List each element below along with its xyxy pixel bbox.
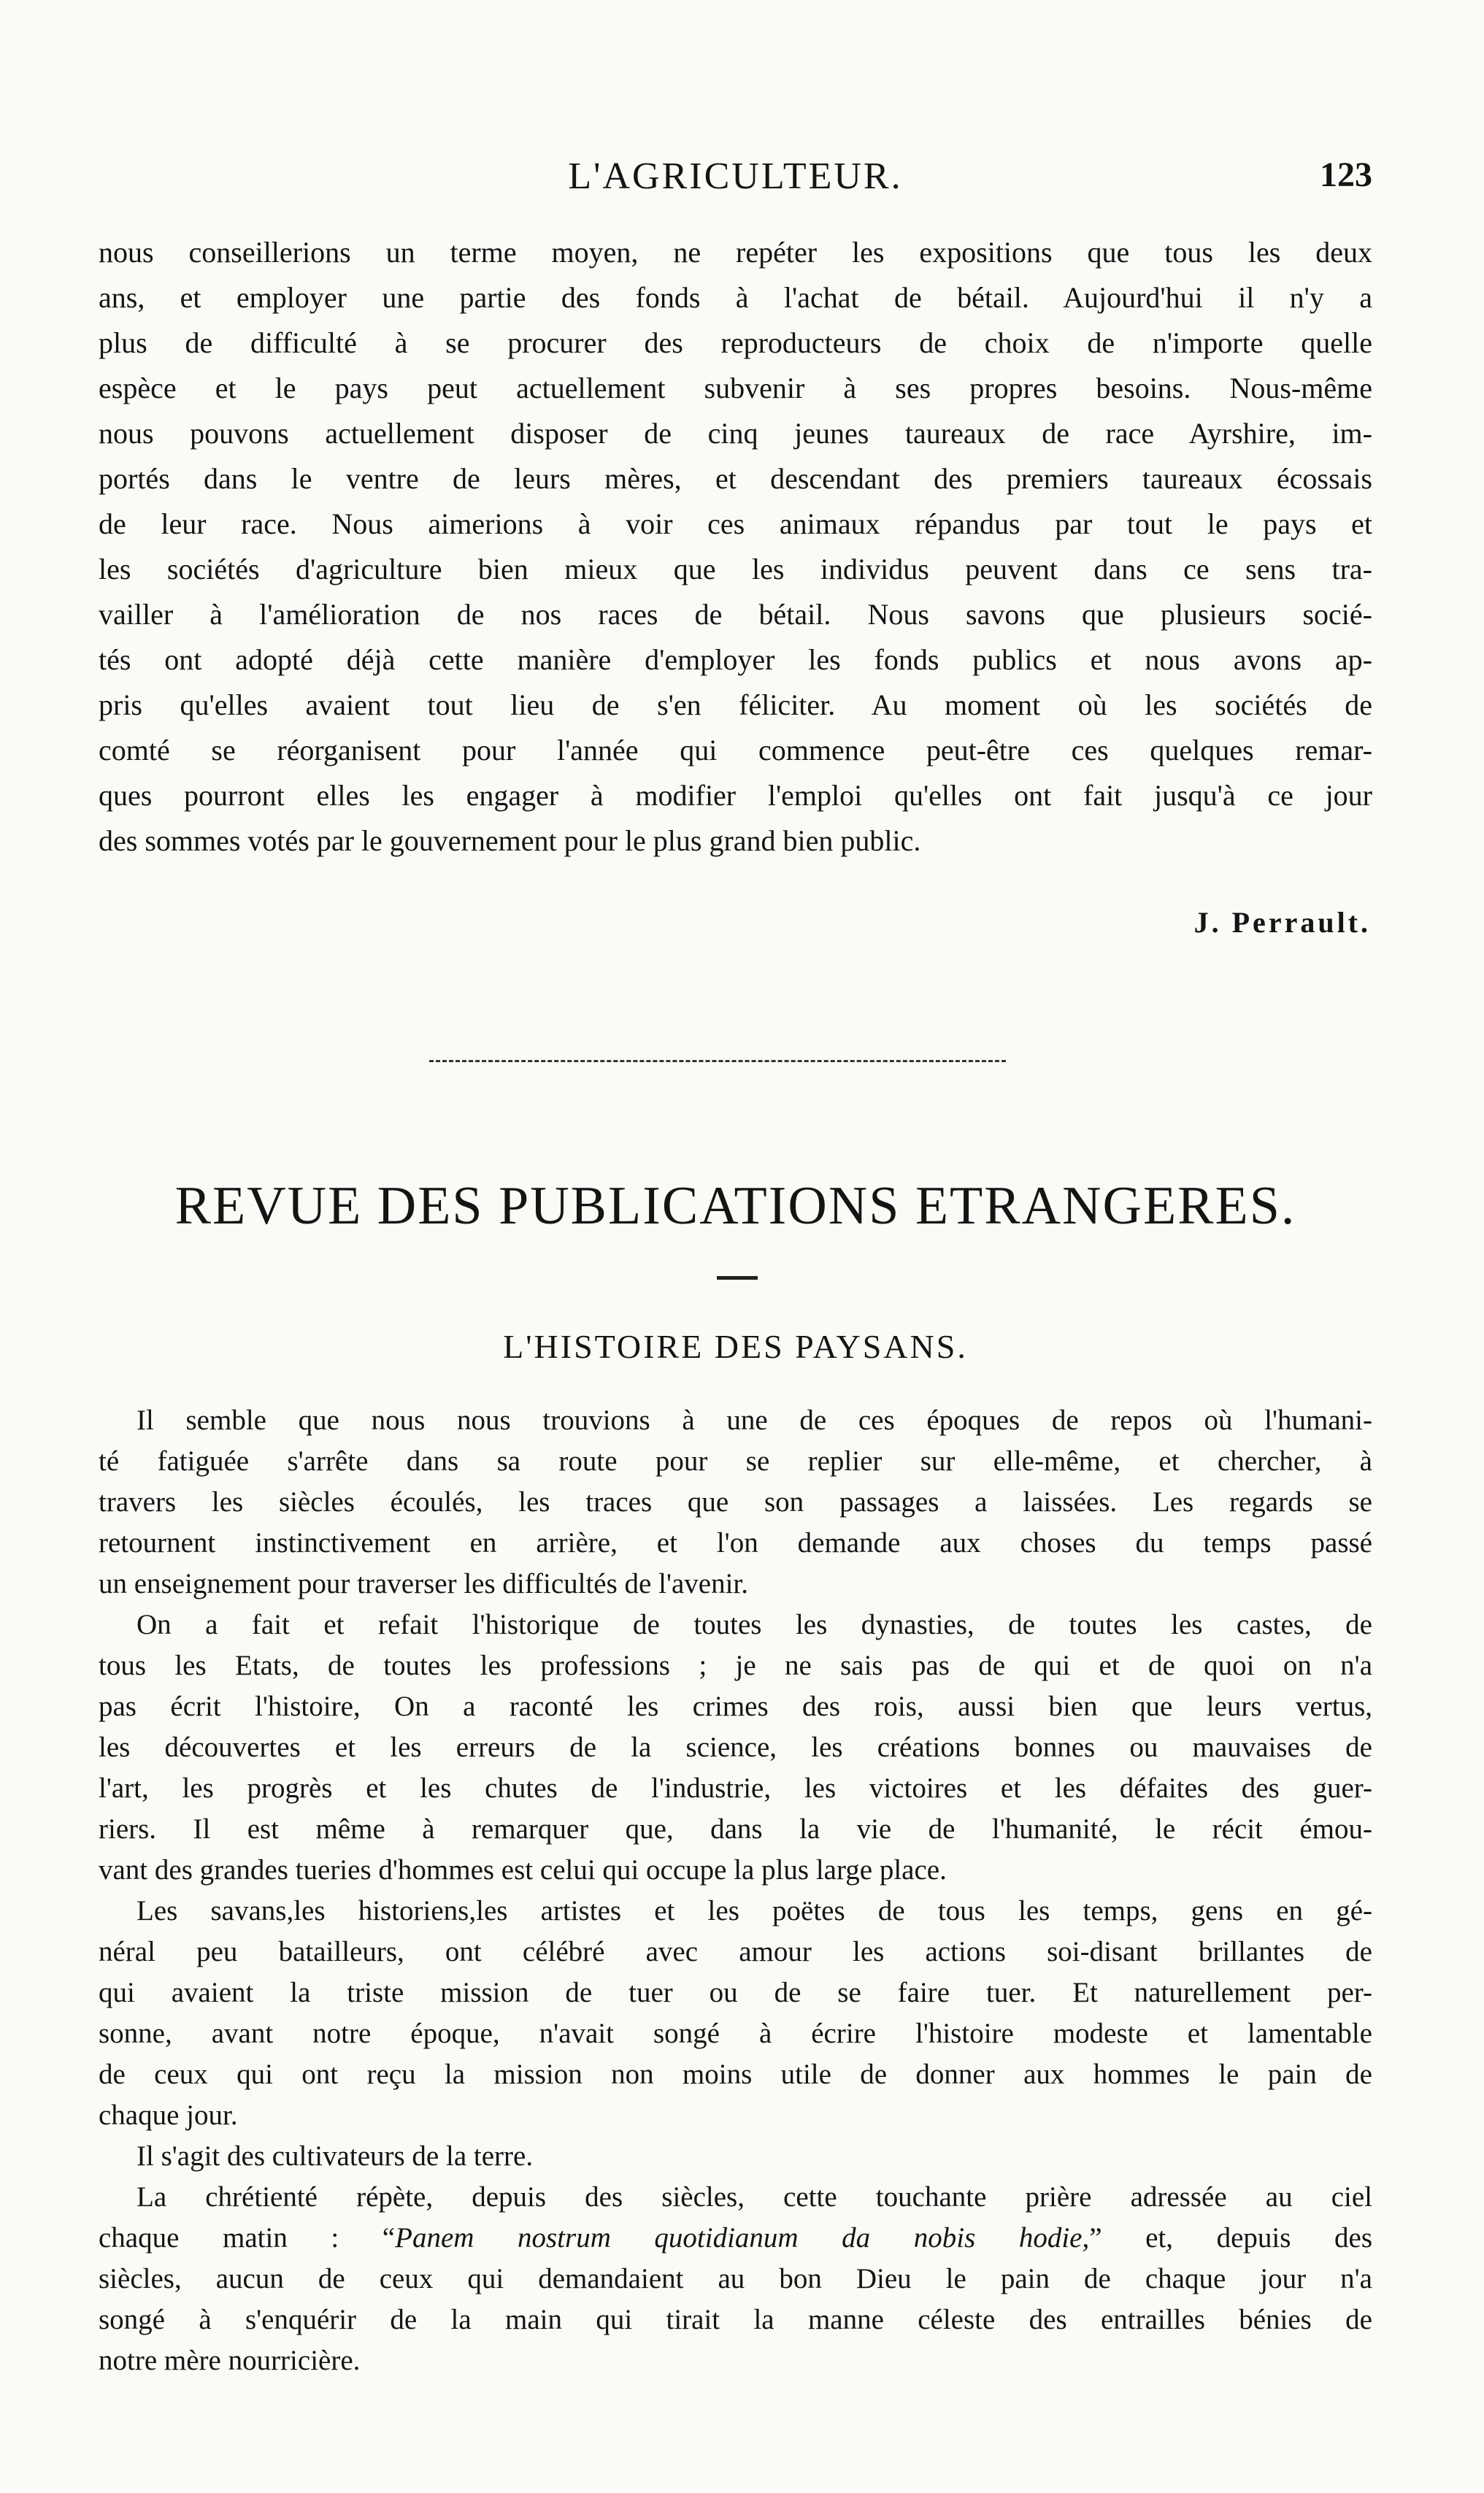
running-head [99, 155, 1372, 206]
text-line: vant des grandes tueries d'hommes est celui qui occupe la plus large place. [99, 1854, 947, 1886]
text-line: Il s'agit des cultivateurs de la terre. [137, 2140, 534, 2172]
latin-quote: Panem nostrum quotidianum da nobis hodie, [395, 2222, 1090, 2254]
article-subtitle: L'HISTOIRE DES PAYSANS. [503, 1328, 968, 1365]
article-body [99, 1400, 1372, 2381]
text-line: l'art, les progrès et les chutes de l'industrie, les victoires et les défaites des guer- [99, 1772, 1372, 1804]
text-line: pas écrit l'histoire, On a raconté les crimes des rois, aussi bien que leurs vertus, [99, 1691, 1372, 1722]
text-line: songé à s'enquérir de la main qui tirait la manne céleste des entrailles bénies de [99, 2304, 1372, 2335]
text-line: nous pouvons actuellement disposer de cinq jeunes taureaux de race Ayrshire, im- [99, 417, 1372, 450]
title-rule [717, 1276, 758, 1280]
page-number: 123 [1320, 155, 1372, 194]
text-line: nous conseillerions un terme moyen, ne repéter les expositions que tous les deux [99, 236, 1372, 269]
text-line: Les savans,les historiens,les artistes et les poëtes de tous les temps, gens en gé- [137, 1895, 1372, 1927]
text-line: plus de difficulté à se procurer des reproducteurs de choix de n'importe quelle [99, 326, 1372, 359]
text-line: portés dans le ventre de leurs mères, et descendant des premiers taureaux écossais [99, 462, 1372, 495]
quote-tail: ” et, depuis des [1089, 2222, 1372, 2254]
text-line: tous les Etats, de toutes les professions ; je ne sais pas de qui et de quoi on n'a [99, 1650, 1372, 1681]
author-signature: J. Perrault. [1193, 906, 1371, 939]
text-line: tés ont adopté déjà cette manière d'employer les fonds publics et nous avons ap- [99, 643, 1372, 676]
text-line: travers les siècles écoulés, les traces que son passages a laissées. Les regards se [99, 1486, 1372, 1518]
text-line: retournent instinctivement en arrière, et l'on demande aux choses du temps passé [99, 1527, 1372, 1559]
section-title: REVUE DES PUBLICATIONS ETRANGERES. [174, 1176, 1296, 1236]
text-line: Il semble que nous nous trouvions à une de ces époques de repos où l'humani- [137, 1405, 1372, 1436]
text-line: de ceux qui ont reçu la mission non moins utile de donner aux hommes le pain de [99, 2059, 1372, 2090]
text-line: vailler à l'amélioration de nos races de bétail. Nous savons que plusieurs socié- [99, 598, 1372, 631]
quote-lead: chaque matin : “ [99, 2222, 396, 2254]
section-divider [429, 1060, 1006, 1062]
text-line: On a fait et refait l'historique de toutes les dynasties, de toutes les castes, de [137, 1609, 1372, 1640]
text-line: néral peu batailleurs, ont célébré avec amour les actions soi-disant brillantes de [99, 1936, 1372, 1967]
text-line: ques pourront elles les engager à modifier l'emploi qu'elles ont fait jusqu'à ce jour [99, 779, 1372, 812]
running-title: L'AGRICULTEUR. [568, 155, 903, 197]
text-line: notre mère nourricière. [99, 2345, 361, 2376]
article-continuation [99, 230, 1372, 864]
text-line: des sommes votés par le gouvernement pour le plus grand bien public. [99, 824, 921, 857]
text-line: pris qu'elles avaient tout lieu de s'en féliciter. Au moment où les sociétés de [99, 688, 1372, 721]
text-line: un enseignement pour traverser les difficultés de l'avenir. [99, 1568, 749, 1599]
text-line-with-quote [99, 2218, 1372, 2259]
text-line: les découvertes et les erreurs de la science, les créations bonnes ou mauvaises de [99, 1732, 1372, 1763]
text-line: chaque jour. [99, 2100, 238, 2131]
text-line: La chrétienté répète, depuis des siècles, cette touchante prière adressée au ciel [137, 2181, 1372, 2213]
text-line: les sociétés d'agriculture bien mieux que les individus peuvent dans ce sens tra- [99, 553, 1372, 585]
text-line: ans, et employer une partie des fonds à l'achat de bétail. Aujourd'hui il n'y a [99, 281, 1372, 314]
text-line: riers. Il est même à remarquer que, dans la vie de l'humanité, le récit émou- [99, 1813, 1372, 1845]
text-line: siècles, aucun de ceux qui demandaient au bon Dieu le pain de chaque jour n'a [99, 2263, 1372, 2294]
text-line: qui avaient la triste mission de tuer ou de se faire tuer. Et naturellement per- [99, 1977, 1372, 2008]
text-line: sonne, avant notre époque, n'avait songé à écrire l'histoire modeste et lamentable [99, 2018, 1372, 2049]
text-line: de leur race. Nous aimerions à voir ces animaux répandus par tout le pays et [99, 507, 1372, 540]
text-line: té fatiguée s'arrête dans sa route pour se replier sur elle-même, et chercher, à [99, 1445, 1372, 1477]
text-line: comté se réorganisent pour l'année qui commence peut-être ces quelques remar- [99, 734, 1372, 767]
text-line: espèce et le pays peut actuellement subvenir à ses propres besoins. Nous-même [99, 372, 1372, 404]
